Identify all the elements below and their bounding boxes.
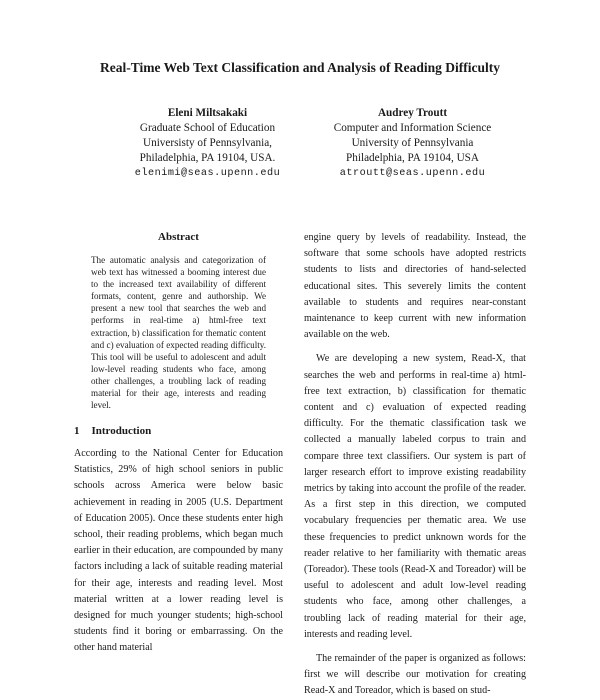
author-name: Eleni Miltsakaki <box>167 107 248 119</box>
paper-title: Real-Time Web Text Classification and Analysis of Reading Difficulty <box>99 60 501 75</box>
author-name: Audrey Troutt <box>377 107 448 119</box>
body-paragraph-2: We are developing a new system, Read-X, that searches the web and performs in real-time a) html-free text extraction, b) classification for thematic content and c) evaluation of expected reading difficulty. For the thematic classification task we collected a manually labeled corpus to train and compare three text classifiers. Our system is part of larger research effort to improve existing readability metrics by taking into account the profile of the reader. As a first step in this direction, we computed vocabulary frequencies per thematic area. We use these frequencies to predict unknown words for the reader relative to her familiarity with thematic areas (Toreador). These tools (Read-X and Toreador) will be useful to adolescent and adult low-level reading students who face, among other challenges, a troubling lack of reading material for their age, interests and reading level. <box>304 353 526 640</box>
author-address: Philadelphia, PA 19104, USA <box>346 152 479 164</box>
author-affiliation: Computer and Information Science <box>333 122 492 134</box>
author-university: University of Pennsylvania <box>351 137 474 149</box>
author-email: elenimi@seas.upenn.edu <box>134 168 281 179</box>
author-email: atroutt@seas.upenn.edu <box>339 168 486 179</box>
author-block-1 <box>100 106 315 181</box>
author-block-2 <box>300 106 525 181</box>
section-number: 1 <box>74 425 80 437</box>
section-title: Introduction <box>91 425 152 437</box>
abstract-text: The automatic analysis and categorization of web text has witnessed a booming interest due to the increased text availability of different formats, content, genre and authorship. We present a new tool that searches the web and performs in real-time a) html-free text extraction, b) classification for thematic content and c) evaluation of expected reading difficulty. This tool will be useful to adolescent and adult low-level reading students who face, among other challenges, a troubling lack of reading material for their age, interests and reading level. <box>91 255 266 411</box>
section-heading <box>74 425 151 437</box>
body-paragraph-1: engine query by levels of readability. Instead, the software that some schools have adopted restricts students to lists and directories of hand-selected educational sites. This severely limits the content available to students and requires near-constant maintenance to keep current with new information available on the web. <box>304 232 526 341</box>
author-affiliation: Graduate School of Education <box>139 122 276 134</box>
abstract-heading: Abstract <box>158 231 199 243</box>
body-paragraph-3: The remainder of the paper is organized as follows: first we will describe our motivation for creating Read-X and Toreador, which is based on stud- <box>304 653 526 697</box>
author-address: Philadelphia, PA 19104, USA. <box>139 152 276 164</box>
right-column <box>304 230 526 700</box>
author-university: Universisty of Pennsylvania, <box>143 137 272 149</box>
left-column <box>74 230 283 411</box>
intro-paragraph: According to the National Center for Education Statistics, 29% of high school seniors in public schools across America were below basic achievement in reading in 2005 (U.S. Department of Education 2005). Once these students enter high school, their reading problems, which began much earlier in their education, are compounded by many factors including a lack of suitable reading material for their age, interests and reading level. Most material written at a lower reading level is designed for much younger students; high-school students find it boring or embarrassing. On the other hand material <box>74 448 283 654</box>
